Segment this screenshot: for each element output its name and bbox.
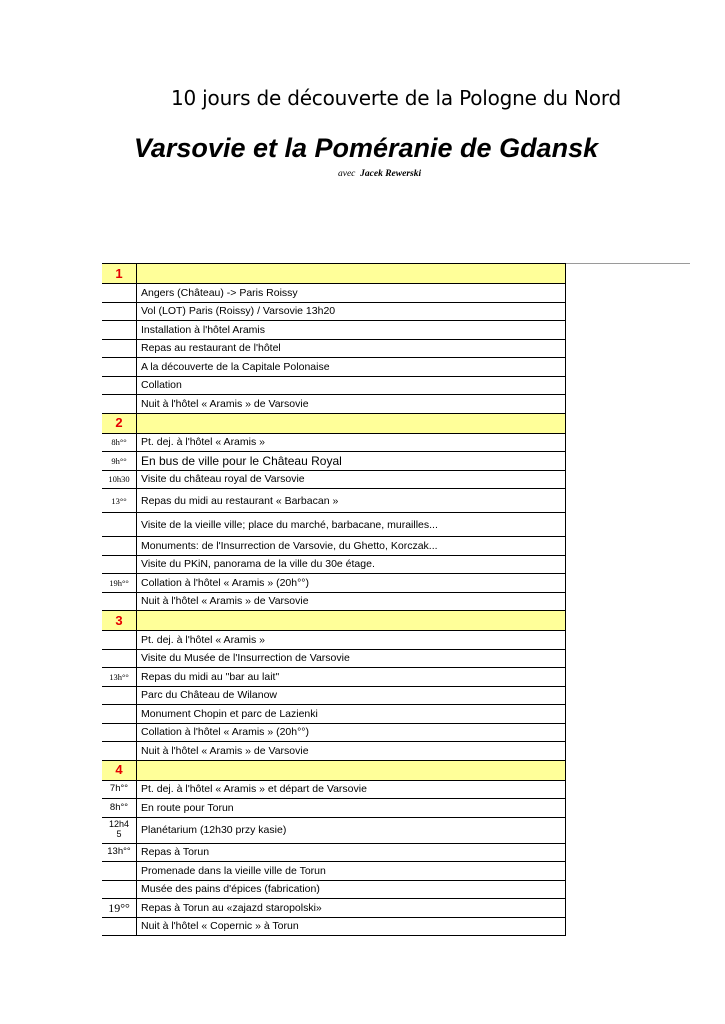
itinerary-table — [102, 263, 566, 936]
table-row — [102, 817, 566, 843]
time-cell — [102, 395, 137, 414]
time-cell: 13h°° — [102, 843, 137, 862]
activity-cell: Pt. dej. à l'hôtel « Aramis » — [137, 433, 566, 452]
activity-cell: Pt. dej. à l'hôtel « Aramis » et départ de Varsovie — [137, 780, 566, 799]
table-row — [102, 555, 566, 574]
table-row — [102, 395, 566, 414]
time-cell: 8h°° — [102, 433, 137, 452]
table-row — [102, 649, 566, 668]
table-row — [102, 723, 566, 742]
time-cell — [102, 723, 137, 742]
guide-name: Jacek Rewerski — [360, 169, 422, 179]
table-row — [102, 780, 566, 799]
time-cell: 19°° — [102, 899, 137, 918]
activity-cell: Monuments: de l'Insurrection de Varsovie, du Ghetto, Korczak... — [137, 537, 566, 556]
guide-prefix: avec — [338, 169, 356, 179]
table-row — [102, 376, 566, 395]
day-header-fill — [137, 264, 566, 284]
table-row — [102, 917, 566, 936]
day-header-row — [102, 611, 566, 631]
activity-cell: Repas du midi au restaurant « Barbacan » — [137, 489, 566, 513]
day-number: 1 — [102, 264, 137, 284]
table-row — [102, 668, 566, 687]
table-row — [102, 631, 566, 650]
day-number: 3 — [102, 611, 137, 631]
time-cell: 9h°° — [102, 452, 137, 471]
activity-cell: Musée des pains d'épices (fabrication) — [137, 880, 566, 899]
activity-cell: Collation à l'hôtel « Aramis » (20h°°) — [137, 574, 566, 593]
header-rule — [565, 263, 690, 264]
table-row — [102, 705, 566, 724]
table-row — [102, 452, 566, 471]
table-row — [102, 433, 566, 452]
time-cell: 19h°° — [102, 574, 137, 593]
activity-cell: Installation à l'hôtel Aramis — [137, 321, 566, 340]
time-cell — [102, 339, 137, 358]
table-row — [102, 899, 566, 918]
day-number: 2 — [102, 413, 137, 433]
table-row — [102, 358, 566, 377]
day-header-fill — [137, 760, 566, 780]
time-cell: 13h°° — [102, 668, 137, 687]
activity-cell: Repas à Torun au «zajazd staropolski» — [137, 899, 566, 918]
time-cell — [102, 862, 137, 881]
time-cell — [102, 537, 137, 556]
activity-cell: Monument Chopin et parc de Lazienki — [137, 705, 566, 724]
day-header-row — [102, 413, 566, 433]
activity-cell: Vol (LOT) Paris (Roissy) / Varsovie 13h20 — [137, 302, 566, 321]
activity-cell: Planétarium (12h30 przy kasie) — [137, 817, 566, 843]
time-cell — [102, 649, 137, 668]
activity-cell: Angers (Château) -> Paris Roissy — [137, 284, 566, 303]
table-row — [102, 862, 566, 881]
time-cell — [102, 705, 137, 724]
day-header-fill — [137, 413, 566, 433]
time-cell — [102, 376, 137, 395]
table-row — [102, 592, 566, 611]
time-cell — [102, 555, 137, 574]
activity-cell: Visite de la vieille ville; place du marché, barbacane, murailles... — [137, 513, 566, 537]
activity-cell: A la découverte de la Capitale Polonaise — [137, 358, 566, 377]
activity-cell: Repas à Torun — [137, 843, 566, 862]
document-subtitle: Varsovie et la Poméranie de Gdansk — [133, 133, 599, 163]
time-cell — [102, 742, 137, 761]
time-cell — [102, 302, 137, 321]
table-row — [102, 470, 566, 489]
activity-cell: Nuit à l'hôtel « Aramis » de Varsovie — [137, 592, 566, 611]
activity-cell: En route pour Torun — [137, 799, 566, 818]
activity-cell: Nuit à l'hôtel « Aramis » de Varsovie — [137, 395, 566, 414]
table-row — [102, 843, 566, 862]
table-row — [102, 489, 566, 513]
table-row — [102, 880, 566, 899]
day-header-fill — [137, 611, 566, 631]
activity-cell: Collation à l'hôtel « Aramis » (20h°°) — [137, 723, 566, 742]
time-cell: 7h°° — [102, 780, 137, 799]
time-cell — [102, 284, 137, 303]
time-value: 12h45 — [108, 818, 130, 839]
time-cell — [102, 917, 137, 936]
activity-cell: Promenade dans la vieille ville de Torun — [137, 862, 566, 881]
activity-cell: Visite du Musée de l'Insurrection de Varsovie — [137, 649, 566, 668]
time-cell — [102, 686, 137, 705]
table-row — [102, 686, 566, 705]
time-cell: 10h30 — [102, 470, 137, 489]
activity-cell: Collation — [137, 376, 566, 395]
day-number: 4 — [102, 760, 137, 780]
table-row — [102, 321, 566, 340]
activity-cell: Repas du midi au "bar au lait" — [137, 668, 566, 687]
activity-cell: Visite du château royal de Varsovie — [137, 470, 566, 489]
activity-cell: Pt. dej. à l'hôtel « Aramis » — [137, 631, 566, 650]
table-row — [102, 742, 566, 761]
table-row — [102, 513, 566, 537]
table-row — [102, 537, 566, 556]
day-header-row — [102, 264, 566, 284]
activity-cell: Nuit à l'hôtel « Aramis » de Varsovie — [137, 742, 566, 761]
time-cell — [102, 592, 137, 611]
activity-cell: En bus de ville pour le Château Royal — [137, 452, 566, 471]
activity-cell: Parc du Château de Wilanow — [137, 686, 566, 705]
table-row — [102, 339, 566, 358]
time-cell — [102, 358, 137, 377]
time-cell: 8h°° — [102, 799, 137, 818]
activity-cell: Nuit à l'hôtel « Copernic » à Torun — [137, 917, 566, 936]
time-cell — [102, 513, 137, 537]
table-row — [102, 574, 566, 593]
activity-cell: Visite du PKiN, panorama de la ville du 30e étage. — [137, 555, 566, 574]
day-header-row — [102, 760, 566, 780]
table-row — [102, 284, 566, 303]
time-cell — [102, 817, 137, 843]
document-title: 10 jours de découverte de la Pologne du Nord — [170, 86, 622, 110]
activity-cell: Repas au restaurant de l'hôtel — [137, 339, 566, 358]
time-cell: 13°° — [102, 489, 137, 513]
time-cell — [102, 321, 137, 340]
table-row — [102, 302, 566, 321]
time-cell — [102, 631, 137, 650]
time-cell — [102, 880, 137, 899]
table-row — [102, 799, 566, 818]
guide-credit — [338, 169, 421, 179]
